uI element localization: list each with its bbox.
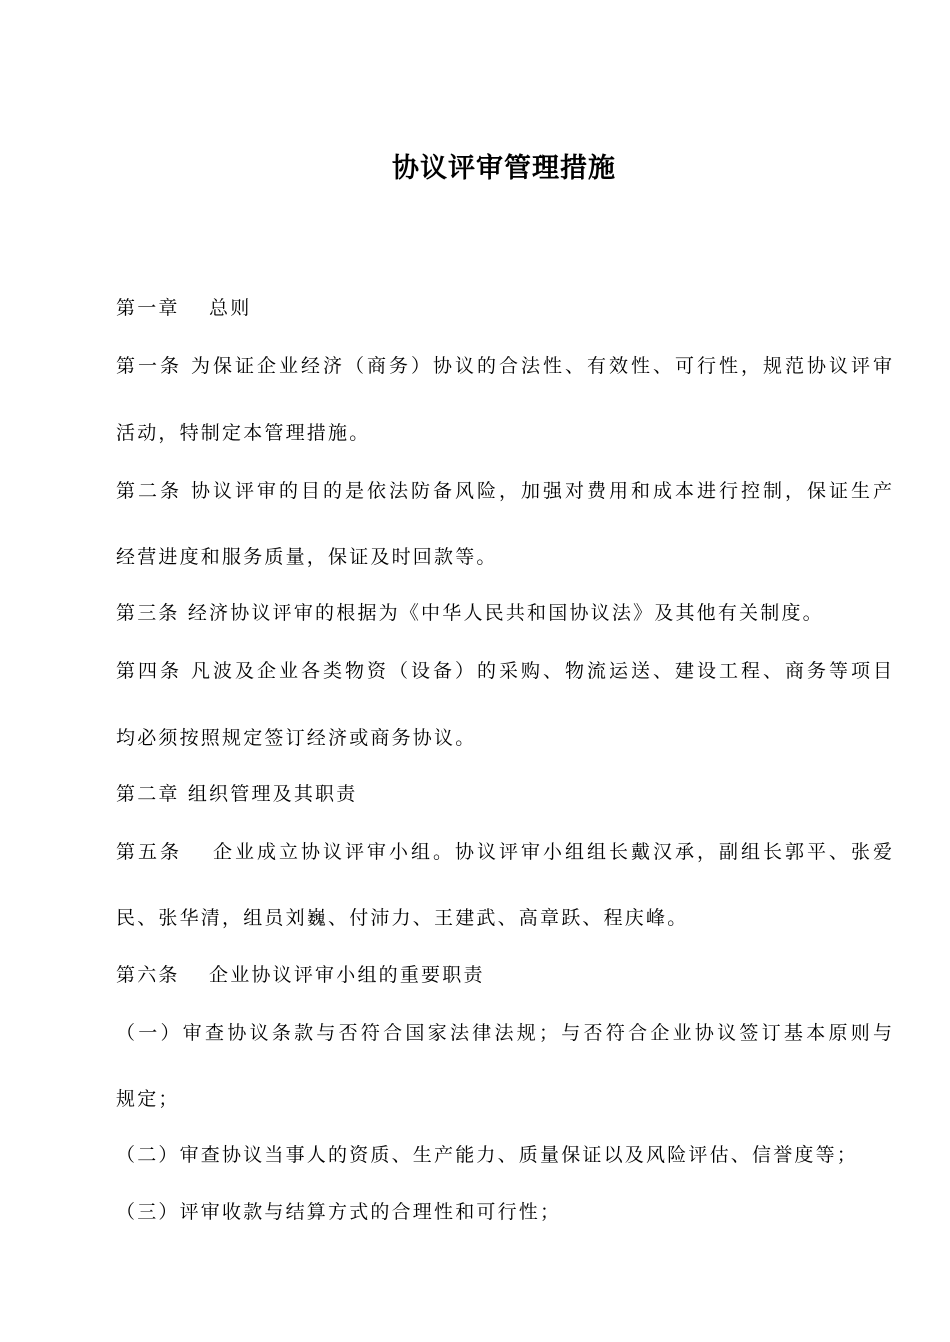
paragraph-line: 第六条 企业协议评审小组的重要职责 — [116, 964, 485, 986]
paragraph-line: 活动，特制定本管理措施。 — [116, 422, 371, 444]
paragraph-line: 均必须按照规定签订经济或商务协议。 — [116, 727, 477, 749]
chapter-heading: 第二章 组织管理及其职责 — [116, 783, 358, 805]
paragraph-line: 第五条 企业成立协议评审小组。协议评审小组组长戴汉承，副组长郭平、张爱 — [116, 841, 892, 863]
paragraph-line: 第三条 经济协议评审的根据为《中华人民共和国协议法》及其他有关制度。 — [116, 602, 824, 624]
paragraph-line: （三）评审收款与结算方式的合理性和可行性； — [116, 1201, 562, 1223]
document-title: 协议评审管理措施 — [392, 153, 616, 184]
paragraph-line: 经营进度和服务质量，保证及时回款等。 — [116, 546, 498, 568]
paragraph-line: （一）审查协议条款与否符合国家法律法规；与否符合企业协议签订基本原则与 — [116, 1022, 892, 1044]
paragraph-line: 第一条 为保证企业经济（商务）协议的合法性、有效性、可行性，规范协议评审 — [116, 355, 892, 377]
paragraph-line: 民、张华清，组员刘巍、付沛力、王建武、高章跃、程庆峰。 — [116, 907, 689, 929]
paragraph-line: 第二条 协议评审的目的是依法防备风险，加强对费用和成本进行控制，保证生产 — [116, 480, 892, 502]
paragraph-line: 规定； — [116, 1088, 180, 1110]
paragraph-line: （二）审查协议当事人的资质、生产能力、质量保证以及风险评估、信誉度等； — [116, 1144, 859, 1166]
chapter-heading: 第一章 总则 — [116, 297, 252, 319]
paragraph-line: 第四条 凡波及企业各类物资（设备）的采购、物流运送、建设工程、商务等项目 — [116, 660, 892, 682]
